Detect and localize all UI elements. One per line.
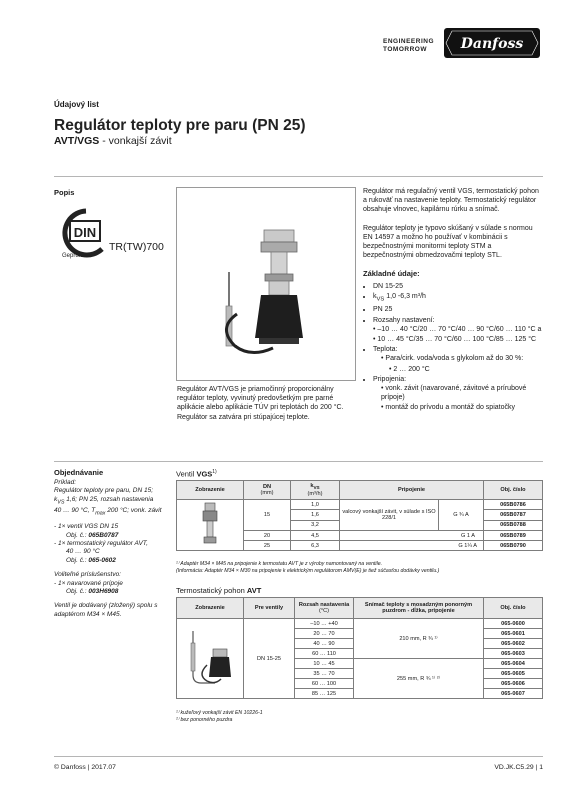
section-heading-ordering: Objednávanie	[54, 468, 104, 477]
order-code: 003H6908	[88, 588, 119, 596]
list-item	[373, 375, 543, 413]
divider	[54, 176, 543, 177]
ordering-example	[54, 479, 162, 625]
valve-icon	[195, 501, 225, 547]
order-code-label: Obj. č.:	[66, 556, 89, 564]
section-heading-popis: Popis	[54, 188, 75, 197]
example-kvs: k	[54, 495, 58, 503]
header-range-unit: (°C)	[318, 608, 329, 614]
table-label-model: VGS	[196, 469, 213, 479]
connection-text: valcový vonkajší závit, v súlade s ISO 228/1	[342, 509, 436, 521]
order-code-label: Obj. č.:	[66, 588, 89, 596]
page-subtitle	[54, 135, 172, 147]
table-cell: 4,5	[291, 531, 340, 541]
column-header: Zobrazenie	[177, 481, 244, 500]
accessories-label: Voliteľné príslušenstvo:	[54, 571, 121, 579]
table-cell: G 1 A	[340, 531, 484, 541]
table-cell: 10 … 45	[295, 659, 354, 669]
table-cell: 25	[244, 541, 291, 551]
intro-paragraph-2: Regulátor teploty je typovo skúšaný v súlade s normou EN 14597 a možno ho používať v kombinácii s bezpečnostnými monitormi teploty STM a bezpečnostnými obmedzovačmi teploty STL.	[363, 224, 533, 260]
table-cell: 6,3	[291, 541, 340, 551]
table-cell: 60 … 100	[295, 679, 354, 689]
table-footnotes-valve	[176, 561, 543, 575]
order-item-valve: - 1× ventil VGS DN 15	[54, 523, 119, 531]
list-item: • vonk. závit (navarované, závitové a prírubové prípoje)	[381, 384, 543, 402]
table-label-prefix: Termostatický pohon	[176, 586, 247, 595]
table-cell: 85 … 125	[295, 689, 354, 699]
ranges-label: Rozsahy nastavení:	[373, 316, 435, 324]
ranges-line-2: 10 … 45 °C/35 … 70 °C/60 … 100 °C/85 … 125 °C	[377, 336, 537, 344]
footer-doc-code: VD.JK.C5.29 | 1	[494, 764, 543, 771]
page-title: Regulátor teploty pre paru (PN 25)	[54, 117, 306, 134]
column-header: Obj. číslo	[484, 598, 543, 619]
table-cell: 065-0600	[484, 619, 543, 629]
table-cell: 35 … 70	[295, 669, 354, 679]
example-line-2: 1,6; PN 25, rozsah nastavenia 40 … 90 °C, T	[54, 495, 154, 514]
example-label: Príklad:	[54, 479, 77, 486]
column-header	[244, 481, 291, 500]
table-cell: 1,6	[291, 510, 340, 520]
column-header: Obj. číslo	[484, 481, 543, 500]
order-code-line	[54, 557, 116, 564]
din-mark-text: DIN	[73, 225, 97, 240]
footnote: ¹⁾ kužeľový vonkajší závit EN 10226-1	[176, 710, 263, 716]
right-column	[363, 187, 543, 414]
example-kvs-sub: VS	[57, 499, 65, 506]
header-range: Rozsah nastavenia	[298, 602, 350, 608]
table-cell: 60 … 110	[295, 649, 354, 659]
column-header	[291, 481, 340, 500]
certificate-number: TR(TW)700	[109, 241, 164, 253]
table-cell: 20	[244, 531, 291, 541]
column-header: Snímač teploty s mosadzným ponorným puzdrom - dĺžka, pripojenie	[354, 598, 484, 619]
delivery-note: Ventil je dodávaný (zložený) spolu s adaptérom M34 × M45.	[54, 602, 158, 618]
table-cell: 065-0607	[484, 689, 543, 699]
table-cell: G 1¼ A	[340, 541, 484, 551]
order-code-line	[54, 588, 118, 595]
slogan-line-1: ENGINEERING	[383, 38, 435, 45]
table-cell: 065B0786	[484, 500, 543, 510]
connection-thread: G ¾ A	[438, 500, 483, 530]
footer-copyright: © Danfoss | 2017.07	[54, 764, 116, 771]
table-cell: 065-0601	[484, 629, 543, 639]
table-cell: 065-0606	[484, 679, 543, 689]
order-item-actuator: - 1× termostatický regulátor AVT,	[54, 540, 148, 548]
footnote: ²⁾ bez ponorného puzdra	[176, 717, 233, 723]
example-line-1: Regulátor teploty pre paru, DN 15;	[54, 487, 153, 495]
table-cell: –10 … +40	[295, 619, 354, 629]
table-cell: 065-0605	[484, 669, 543, 679]
table-cell: 065-0604	[484, 659, 543, 669]
table-cell: 255 mm, R ¾ ¹⁾ ²⁾	[354, 659, 484, 699]
header-dn: DN	[262, 484, 272, 490]
accessories	[54, 571, 162, 596]
actuator-icon	[185, 625, 235, 691]
product-description: Regulátor AVT/VGS je priamočinný proporcionálny regulátor teploty, vyvinutý predovšetkým pre parné aplikácie alebo aplikácie TÚV pri teplotách do 200 °C. Regulátor sa zatvára pri stúpajúcej teplote.	[177, 386, 344, 421]
table-cell: 065-0603	[484, 649, 543, 659]
table-cell: 3,2	[291, 520, 340, 530]
kvs-value: 1,0 -6,3 m³/h	[384, 292, 426, 300]
column-header: Pre ventily	[244, 598, 295, 619]
table-header-row	[177, 598, 543, 619]
valve-table	[176, 480, 543, 551]
svg-text:Danfoss: Danfoss	[460, 36, 524, 52]
connection-cell	[340, 500, 484, 531]
subtitle-rest: - vonkajší závit	[99, 135, 172, 147]
table-cell: 065B0789	[484, 531, 543, 541]
header-dn-unit: (mm)	[260, 490, 274, 496]
temperature-range: 2 … 200 °C	[393, 365, 430, 373]
danfoss-logo	[444, 28, 540, 58]
table-cell: 1,0	[291, 500, 340, 510]
table-cell: 15	[244, 500, 291, 531]
table-cell: 065B0788	[484, 520, 543, 530]
list-item	[373, 316, 543, 345]
table-cell: 210 mm, R ¾ ¹⁾	[354, 619, 484, 659]
list-item: • Para/cirk. voda/voda s glykolom až do 30 %:	[381, 354, 543, 363]
divider	[54, 461, 543, 462]
list-item	[373, 345, 543, 374]
header-kvs-sub: VS	[313, 485, 320, 491]
order-code-label: Obj. č.:	[66, 531, 89, 539]
slogan-line-2: TOMORROW	[383, 46, 427, 53]
list-item	[373, 325, 543, 334]
column-header: Pripojenie	[340, 481, 484, 500]
table-row	[177, 619, 543, 629]
document-type: Údajový list	[54, 100, 99, 109]
actuator-table	[176, 597, 543, 699]
table-footnotes-actuator	[176, 710, 543, 724]
table-label-actuator	[176, 586, 261, 595]
intro-paragraph-1: Regulátor má regulačný ventil VGS, termostatický pohon a rukoväť na nastavenie teploty. Termostatický regulátor obsahuje vlnovec, kapilárnu rúrku a snímač.	[363, 188, 539, 214]
table-cell: 065B0787	[484, 510, 543, 520]
footer-divider	[54, 756, 543, 757]
example-line-2-end: 200 °C; vonk. závit	[105, 506, 162, 514]
header-kvs-unit: (m³/h)	[307, 490, 323, 497]
table-label-prefix: Ventil	[176, 469, 197, 479]
table-cell: 065B0790	[484, 541, 543, 551]
footnote: ¹⁾ Adaptér M34 × M45 na pripojenie k termostatu AVT je z výroby namontovaný na ventile.	[176, 561, 383, 567]
column-header: Zobrazenie	[177, 598, 244, 619]
order-code: 065-0602	[88, 556, 116, 564]
footnote: (Informácia: Adaptér M34 × M30 na pripojenie k elektrickým regulátorom AMV(E) je tiež súčasťou dodávky ventilu.)	[176, 568, 440, 574]
temperature-label: Teplota:	[373, 346, 398, 354]
order-items	[54, 523, 162, 565]
list-item: • DN 15-25	[373, 282, 543, 291]
basic-data-list	[363, 282, 543, 413]
table-cell: 40 … 90	[295, 639, 354, 649]
connections-label: Pripojenia:	[373, 375, 407, 383]
valve-illustration-cell	[177, 500, 244, 551]
table-cell: 20 … 70	[295, 629, 354, 639]
accessory-item: - 1× navarované prípoje	[54, 579, 123, 587]
ranges-line-1: –10 … 40 °C/20 … 70 °C/40 … 90 °C/60 … 110 °C a	[377, 325, 542, 333]
basic-data-heading: Základné údaje:	[363, 269, 420, 279]
slogan	[383, 38, 434, 54]
product-photo	[176, 187, 356, 381]
subtitle-model: AVT/VGS	[54, 135, 100, 147]
table-cell: DN 15-25	[244, 619, 295, 699]
list-item	[373, 335, 543, 344]
table-label-valve	[176, 469, 217, 479]
table-label-footnote: 1)	[212, 469, 217, 475]
example-text	[54, 479, 162, 517]
example-tmax-sub: max	[95, 509, 106, 516]
header-kvs: k	[310, 483, 314, 490]
kvs-subscript: VS	[376, 296, 385, 303]
list-item	[381, 365, 543, 374]
order-item-range: 40 … 90 °C	[66, 548, 100, 556]
kvs-symbol: k	[373, 292, 377, 300]
table-row	[177, 500, 543, 510]
column-header	[295, 598, 354, 619]
din-geprueft-text: Geprüft	[62, 253, 83, 259]
list-item: • PN 25	[373, 305, 543, 314]
table-label-model: AVT	[246, 586, 262, 595]
order-code: 065B0787	[88, 531, 119, 539]
list-item: • montáž do prívodu a montáž do spiatočky	[381, 403, 543, 412]
order-code-line	[54, 532, 118, 539]
regulator-illustration	[177, 188, 355, 380]
table-cell: 065-0602	[484, 639, 543, 649]
actuator-illustration-cell	[177, 619, 244, 699]
table-header-row	[177, 481, 543, 500]
list-item	[373, 292, 543, 305]
